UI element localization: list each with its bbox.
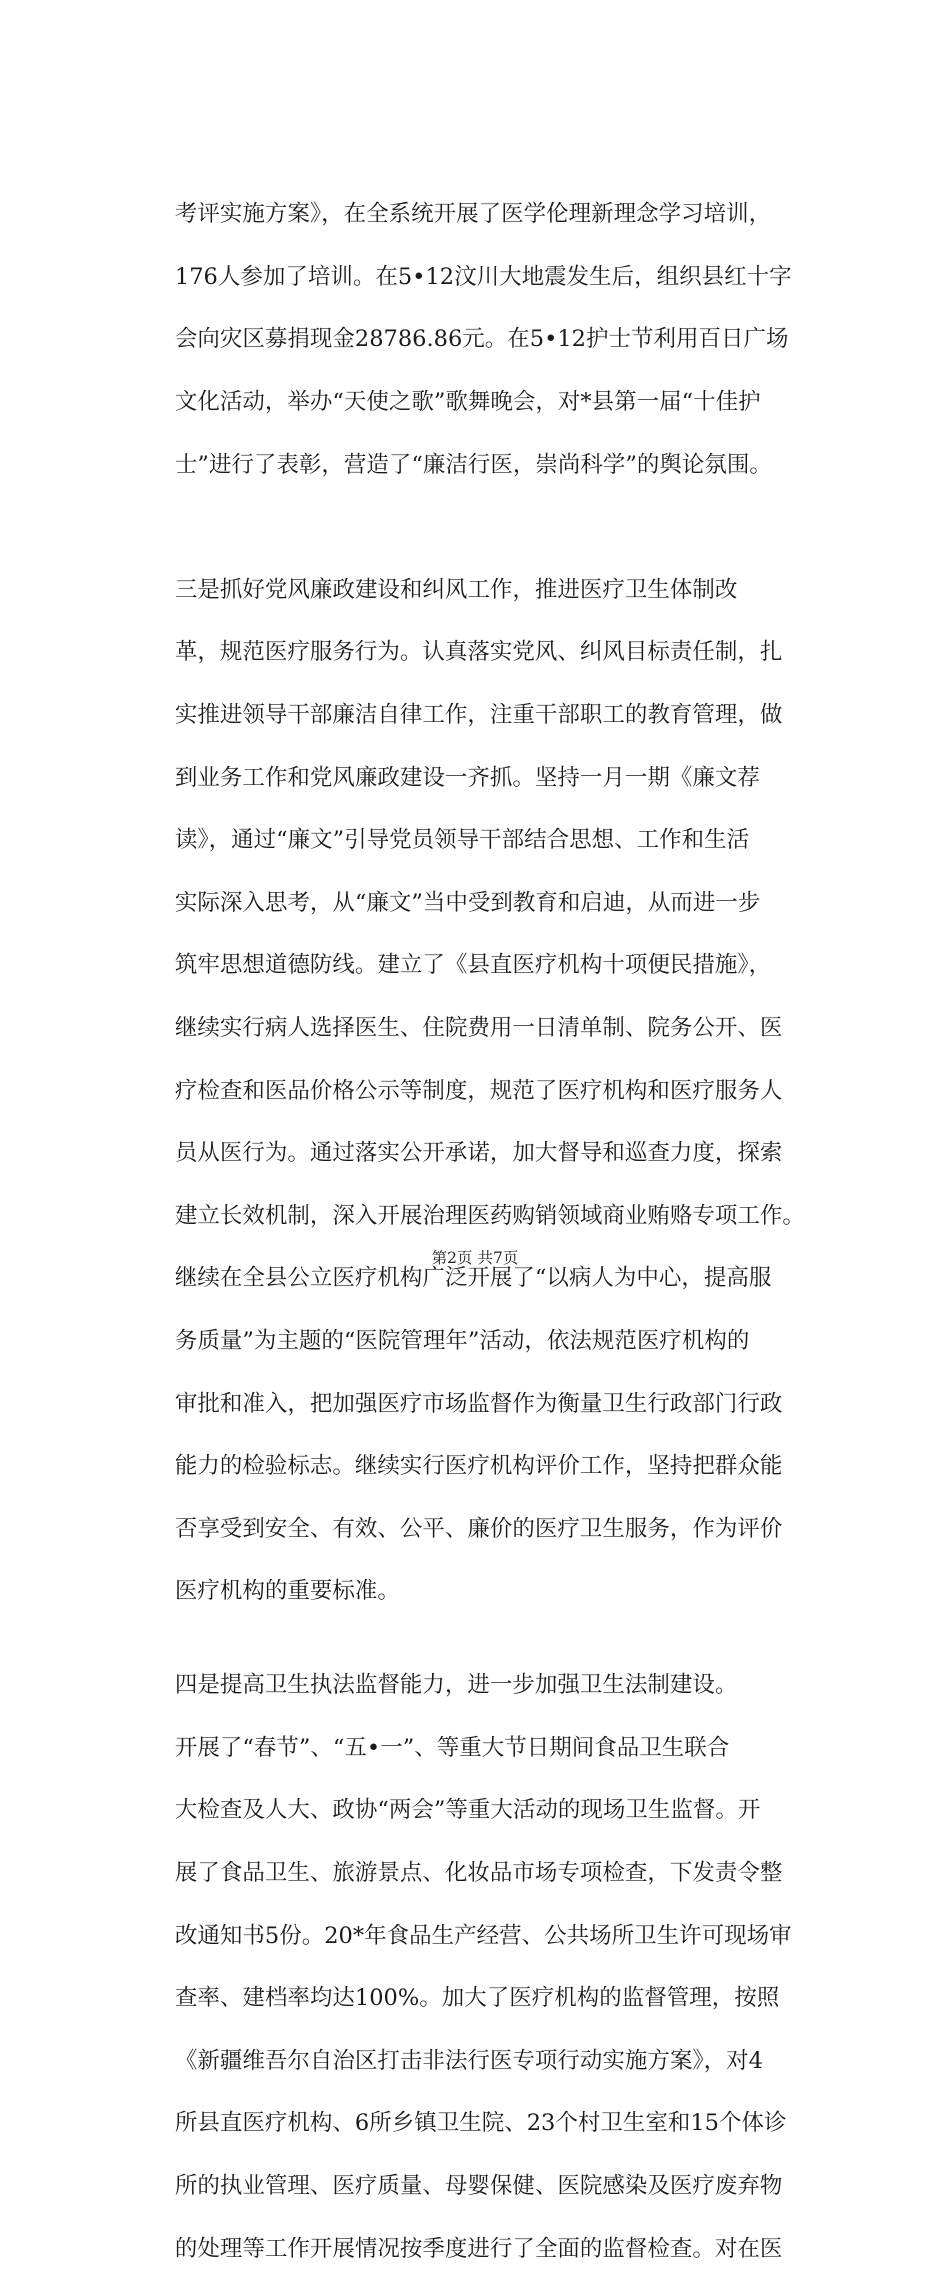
text-line: 员从医行为。通过落实公开承诺，加大督导和巡查力度，探索 (174, 1140, 783, 1167)
paragraph-party-conduct (132, 544, 844, 1639)
text-line: 开展了“春节”、“五•一”、等重大节日期间食品卫生联合 (174, 1734, 730, 1761)
text-line: 实际深入思考，从“廉文”当中受到教育和启迪，从而进一步 (174, 889, 761, 916)
text-line: 筑牢思想道德防线。建立了《县直医疗机构十项便民措施》， (174, 952, 772, 979)
paragraph-gap (132, 512, 844, 543)
text-line: 继续实行病人选择医生、住院费用一日清单制、院务公开、医 (174, 1015, 783, 1042)
text-line: 的处理等工作开展情况按季度进行了全面的监督检查。对在医 (174, 2235, 783, 2262)
text-line: 所的执业管理、医疗质量、母婴保健、医院感染及医疗废弃物 (174, 2173, 783, 2199)
text-line: 改通知书5份。20*年食品生产经营、公共场所卫生许可现场审 (174, 1922, 792, 1949)
text-line: 审批和准入，把加强医疗市场监督作为衡量卫生行政部门行政 (174, 1390, 783, 1417)
text-line: 实推进领导干部廉洁自律工作，注重干部职工的教育管理，做 (174, 702, 783, 729)
text-line: 文化活动，举办“天使之歌”歌舞晚会，对*县第一届“十佳护 (174, 389, 761, 416)
text-line: 革，规范医疗服务行为。认真落实党风、纠风目标责任制，扎 (174, 639, 783, 666)
page-number-footer: 第2页 共7页 (431, 1249, 519, 1267)
text-line: 三是抓好党风廉政建设和纠风工作，推进医疗卫生体制改 (174, 576, 738, 603)
text-line: 四是提高卫生执法监督能力，进一步加强卫生法制建设。 (174, 1672, 738, 1699)
text-line: 建立长效机制，深入开展治理医药购销领域商业贿赂专项工作。 (174, 1202, 805, 1229)
text-line: 到业务工作和党风廉政建设一齐抓。坚持一月一期《廉文荐 (174, 764, 760, 791)
text-line: 大检查及人大、政协“两会”等重大活动的现场卫生监督。开 (174, 1797, 761, 1824)
text-line: 能力的检验标志。继续实行医疗机构评价工作，坚持把群众能 (174, 1453, 783, 1480)
text-line: 所县直医疗机构、6所乡镇卫生院、23个村卫生室和15个体诊 (174, 2110, 787, 2137)
text-line: 展了食品卫生、旅游景点、化妆品市场专项检查，下发责令整 (174, 1860, 783, 1887)
text-line: 会向灾区募捐现金28786.86元。在5•12护士节利用百日广场 (174, 326, 789, 353)
text-line: 《新疆维吾尔自治区打击非法行医专项行动实施方案》，对4 (174, 2047, 763, 2074)
document-body (132, 168, 844, 2296)
text-line: 疗检查和医品价格公示等制度，规范了医疗机构和医疗服务人 (174, 1077, 783, 1104)
text-line: 176人参加了培训。在5•12汶川大地震发生后，组织县红十字 (174, 263, 792, 290)
text-line: 查率、建档率均达100%。加大了医疗机构的监督管理，按照 (174, 1985, 780, 2012)
text-line: 读》，通过“廉文”引导党员领导干部结合思想、工作和生活 (174, 827, 750, 854)
text-line: 否享受到安全、有效、公平、廉价的医疗卫生服务，作为评价 (174, 1515, 783, 1542)
text-line: 士”进行了表彰，营造了“廉洁行医，崇尚科学”的舆论氛围。 (174, 451, 772, 478)
text-line: 医疗机构的重要标准。 (174, 1578, 400, 1605)
text-line: 考评实施方案》，在全系统开展了医学伦理新理念学习培训， (174, 201, 772, 228)
text-line: 务质量”为主题的“医院管理年”活动，依法规范医疗机构的 (174, 1327, 750, 1354)
paragraph-continued (132, 168, 844, 512)
paragraph-health-supervision (132, 1639, 844, 2296)
text-line: 继续在全县公立医疗机构广泛开展了“以病人为中心，提高服 (174, 1265, 772, 1292)
